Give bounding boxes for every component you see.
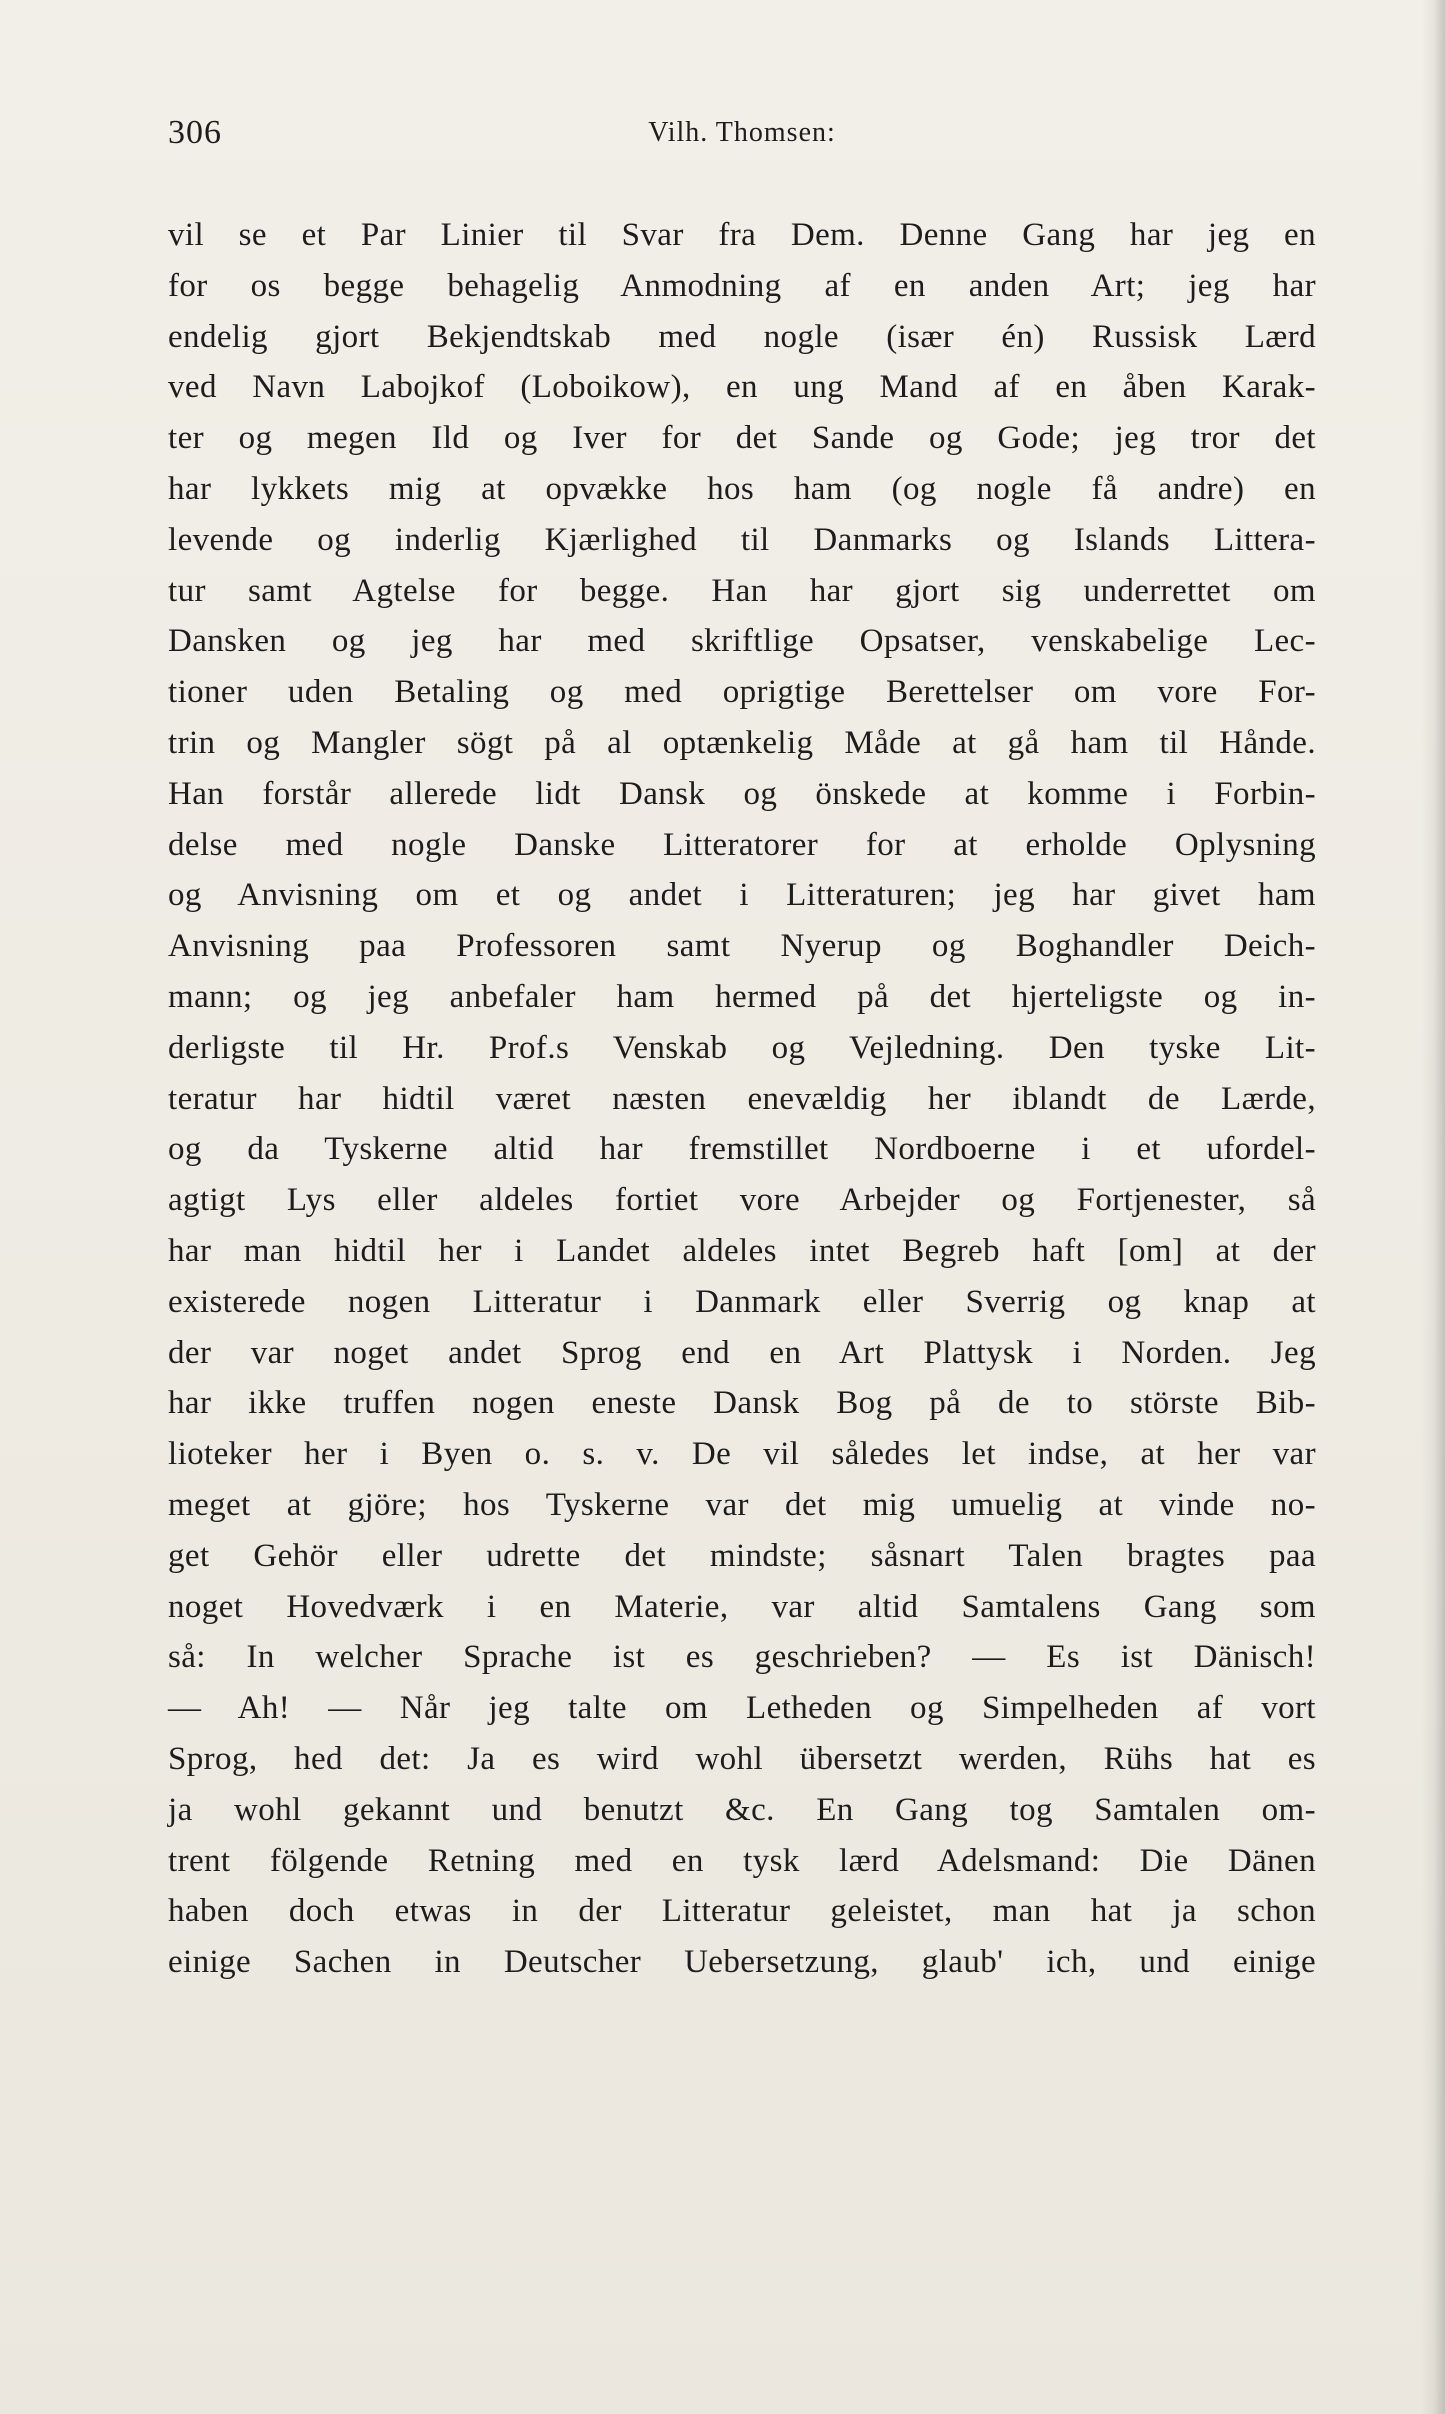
text-line: agtigt Lys eller aldeles fortiet vore Arbejder og Fortjenester, så	[168, 1182, 1316, 1219]
text-line: og Anvisning om et og andet i Litteraturen; jeg har givet ham	[168, 877, 1316, 914]
body-text	[168, 210, 1316, 1988]
text-line: ved Navn Labojkof (Loboikow), en ung Mand af en åben Karak-	[168, 369, 1316, 406]
text-line: har lykkets mig at opvække hos ham (og nogle få andre) en	[168, 470, 1316, 507]
text-line: delse med nogle Danske Litteratorer for at erholde Oplysning	[168, 826, 1316, 863]
text-line: Sprog, hed det: Ja es wird wohl übersetzt werden, Rühs hat es	[168, 1740, 1316, 1777]
text-line: endelig gjort Bekjendtskab med nogle (især én) Russisk Lærd	[168, 318, 1316, 355]
text-line: Han forstår allerede lidt Dansk og önskede at komme i Forbin-	[168, 775, 1316, 812]
text-line: så: In welcher Sprache ist es geschrieben? — Es ist Dänisch!	[168, 1639, 1316, 1676]
text-line: tioner uden Betaling og med oprigtige Berettelser om vore For-	[168, 674, 1316, 711]
page-edge-shadow	[1421, 0, 1445, 2414]
text-line: noget Hovedværk i en Materie, var altid Samtalens Gang som	[168, 1588, 1316, 1625]
text-line: existerede nogen Litteratur i Danmark eller Sverrig og knap at	[168, 1283, 1316, 1320]
text-line: teratur har hidtil været næsten enevældig her iblandt de Lærde,	[168, 1080, 1316, 1117]
text-line: ter og megen Ild og Iver for det Sande og Gode; jeg tror det	[168, 420, 1316, 457]
text-line: har ikke truffen nogen eneste Dansk Bog på de to störste Bib-	[168, 1385, 1316, 1422]
text-line: meget at gjöre; hos Tyskerne var det mig umuelig at vinde no-	[168, 1486, 1316, 1523]
text-line: ja wohl gekannt und benutzt &c. En Gang tog Samtalen om-	[168, 1791, 1316, 1828]
text-line: Anvisning paa Professoren samt Nyerup og Boghandler Deich-	[168, 928, 1316, 965]
text-line: levende og inderlig Kjærlighed til Danmarks og Islands Littera-	[168, 521, 1316, 558]
text-line: for os begge behagelig Anmodning af en anden Art; jeg har	[168, 267, 1316, 304]
page-header	[168, 108, 1316, 158]
text-line: trin og Mangler sögt på al optænkelig Måde at gå ham til Hånde.	[168, 724, 1316, 761]
text-line: vil se et Par Linier til Svar fra Dem. Denne Gang har jeg en	[168, 217, 1316, 253]
text-line: og da Tyskerne altid har fremstillet Nordboerne i et ufordel-	[168, 1131, 1316, 1168]
text-line: — Ah! — Når jeg talte om Letheden og Simpelheden af vort	[168, 1690, 1316, 1727]
text-line: mann; og jeg anbefaler ham hermed på det hjerteligste og in-	[168, 978, 1316, 1015]
text-line: tur samt Agtelse for begge. Han har gjort sig underrettet om	[168, 572, 1316, 609]
text-line: derligste til Hr. Prof.s Venskab og Vejledning. Den tyske Lit-	[168, 1029, 1316, 1066]
running-head: Vilh. Thomsen:	[648, 117, 836, 148]
text-line: der var noget andet Sprog end en Art Plattysk i Norden. Jeg	[168, 1334, 1316, 1371]
text-line: haben doch etwas in der Litteratur geleistet, man hat ja schon	[168, 1893, 1316, 1930]
text-line: get Gehör eller udrette det mindste; såsnart Talen bragtes paa	[168, 1537, 1316, 1574]
text-line: har man hidtil her i Landet aldeles intet Begreb haft [om] at der	[168, 1232, 1316, 1269]
page-number: 306	[168, 114, 222, 151]
text-line: trent fölgende Retning med en tysk lærd Adelsmand: Die Dänen	[168, 1842, 1316, 1879]
text-line: einige Sachen in Deutscher Uebersetzung, glaub' ich, und einige	[168, 1944, 1316, 1981]
text-line: lioteker her i Byen o. s. v. De vil således let indse, at her var	[168, 1436, 1316, 1473]
text-line: Dansken og jeg har med skriftlige Opsatser, venskabelige Lec-	[168, 623, 1316, 660]
